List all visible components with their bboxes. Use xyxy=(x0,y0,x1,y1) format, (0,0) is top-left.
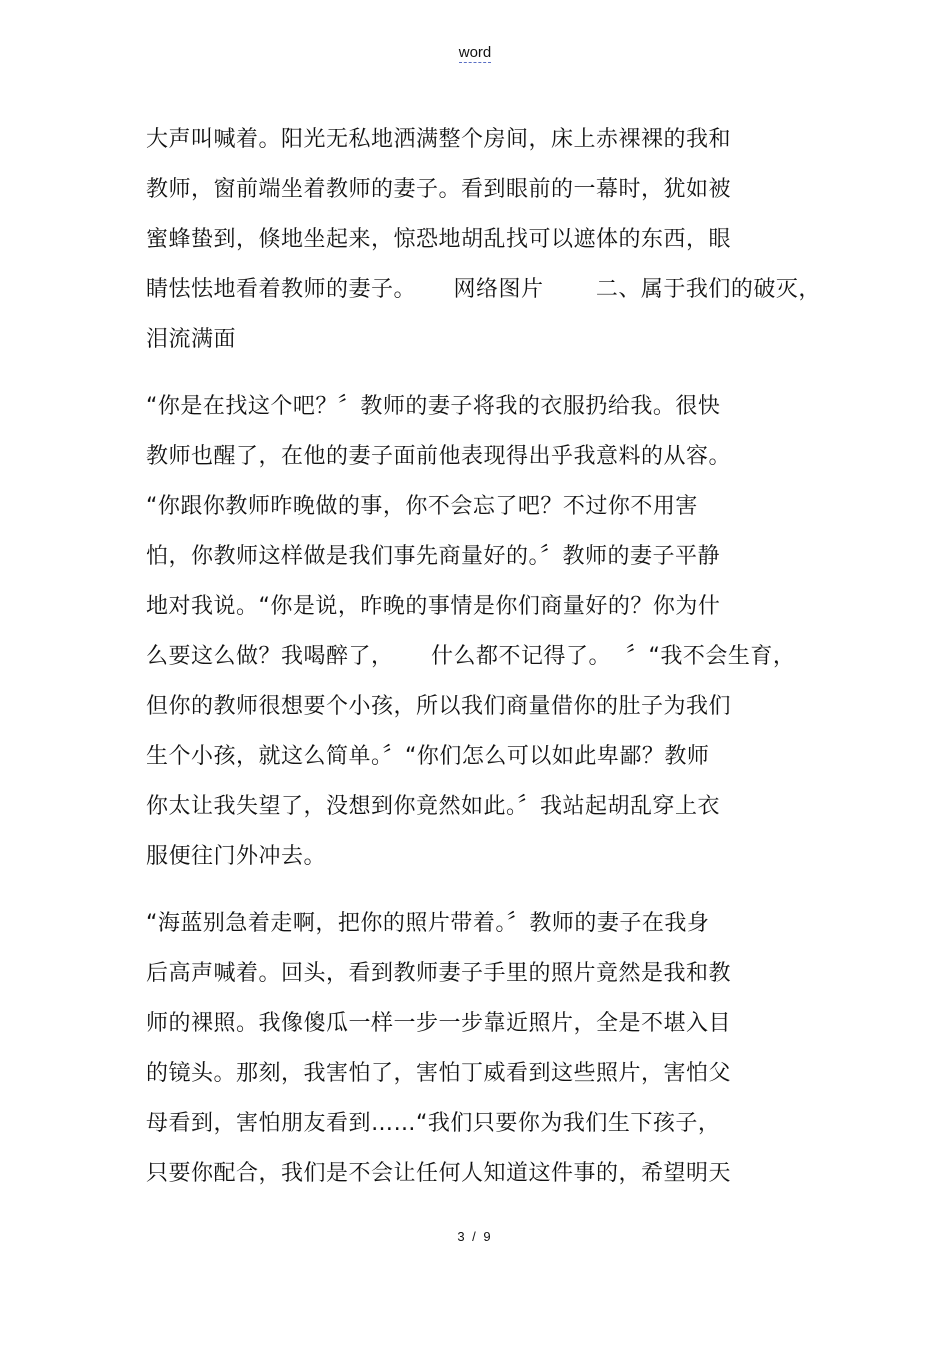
text-line: “海蓝别急着走啊，把你的照片带着。〞教师的妻子在我身 xyxy=(146,911,710,936)
text-line: 但你的教师很想要个小孩，所以我们商量借你的肚子为我们 xyxy=(146,694,732,719)
text-line: “你是在找这个吧？〞教师的妻子将我的衣服扔给我。很快 xyxy=(146,394,721,419)
page-indicator: 3 / 9 xyxy=(457,1229,493,1244)
document-body xyxy=(146,115,821,1199)
paragraph-1 xyxy=(146,115,821,365)
text-line: “你跟你教师昨晚做的事，你不会忘了吧？不过你不用害 xyxy=(146,494,698,519)
text-line: 蜜蜂蛰到，倏地坐起来，惊恐地胡乱找可以遮体的东西，眼 xyxy=(146,227,732,252)
text-line: 服便往门外冲去。 xyxy=(146,844,327,869)
text-line: 么要这么做？我喝醉了， 什么都不记得了。 〞“我不会生育， xyxy=(146,644,796,669)
text-line: 母看到，害怕朋友看到……“我们只要你为我们生下孩子， xyxy=(146,1111,721,1136)
text-line: 后高声喊着。回头，看到教师妻子手里的照片竟然是我和教 xyxy=(146,961,732,986)
text-line: 大声叫喊着。阳光无私地洒满整个房间，床上赤裸裸的我和 xyxy=(146,127,732,152)
paragraph-2 xyxy=(146,382,806,882)
text-line: 地对我说。“你是说，昨晚的事情是你们商量好的？你为什 xyxy=(146,594,721,619)
text-line: 怕，你教师这样做是我们事先商量好的。〞教师的妻子平静 xyxy=(146,544,721,569)
text-line: 只要你配合，我们是不会让任何人知道这件事的，希望明天 xyxy=(146,1161,732,1186)
header-title: word xyxy=(458,44,492,61)
text-line: 教师也醒了，在他的妻子面前他表现得出乎我意料的从容。 xyxy=(146,444,732,469)
page-footer xyxy=(0,1229,950,1244)
text-line: 你太让我失望了，没想到你竟然如此。〞我站起胡乱穿上衣 xyxy=(146,794,721,819)
text-line: 睛怯怯地看着教师的妻子。 网络图片 二、属于我们的破灭， xyxy=(146,277,821,302)
text-line: 生个小孩，就这么简单。〞“你们怎么可以如此卑鄙？教师 xyxy=(146,744,710,769)
page-header xyxy=(0,44,950,61)
text-line: 教师，窗前端坐着教师的妻子。看到眼前的一幕时，犹如被 xyxy=(146,177,732,202)
text-line: 师的裸照。我像傻瓜一样一步一步靠近照片，全是不堪入目 xyxy=(146,1011,732,1036)
text-line: 的镜头。那刻，我害怕了，害怕丁威看到这些照片，害怕父 xyxy=(146,1061,732,1086)
paragraph-3 xyxy=(146,899,806,1199)
text-line: 泪流满面 xyxy=(146,327,237,352)
